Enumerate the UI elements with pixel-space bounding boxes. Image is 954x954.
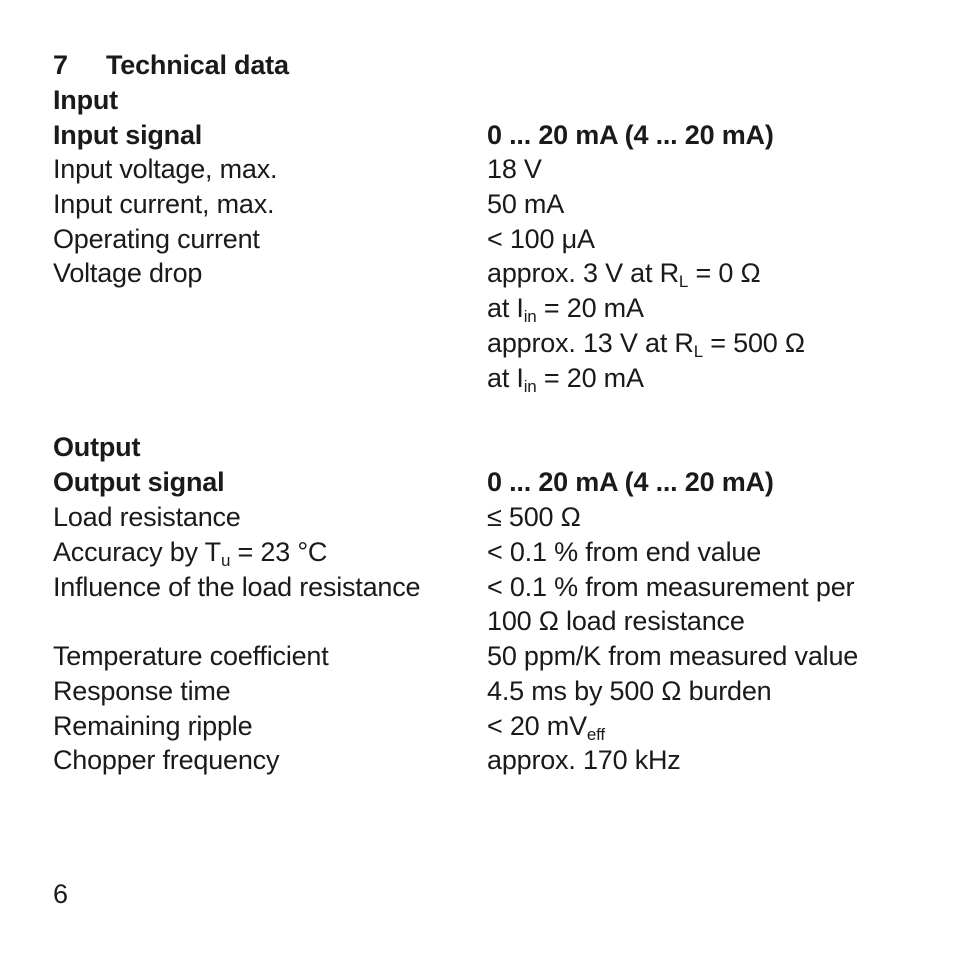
input-signal-value: 0 ... 20 mA (4 ... 20 mA) — [487, 120, 774, 150]
load-resistance-label: Load resistance — [53, 502, 241, 532]
influence-label: Influence of the load resistance — [53, 572, 421, 602]
input-signal-label: Input signal — [53, 120, 203, 150]
output-signal-label: Output signal — [53, 467, 225, 497]
operating-current-label: Operating current — [53, 224, 260, 254]
voltage-drop-line-3: approx. 13 V at $R_L = 500$ Ω — [487, 328, 805, 361]
input-current-label: Input current, max. — [53, 189, 275, 219]
response-time-value: 4.5 ms by 500 Ω burden — [487, 676, 772, 706]
section-number: 7 — [53, 50, 68, 80]
voltage-drop-line-1: approx. 3 V at $R_L = 0$ Ω — [487, 258, 761, 291]
voltage-drop-line-2: at $I_{in} = 20$ mA — [487, 293, 644, 326]
remaining-ripple-value: < 20 $mV_{eff}$ — [487, 711, 605, 744]
input-current-value: 50 mA — [487, 189, 565, 219]
chopper-frequency-label: Chopper frequency — [53, 745, 280, 775]
output-signal-value: 0 ... 20 mA (4 ... 20 mA) — [487, 467, 774, 497]
influence-value-line-1: < 0.1 % from measurement per — [487, 572, 855, 602]
section-title: Technical data — [106, 50, 289, 80]
temperature-coefficient-label: Temperature coefficient — [53, 641, 329, 671]
response-time-label: Response time — [53, 676, 231, 706]
input-voltage-label: Input voltage, max. — [53, 154, 278, 184]
voltage-drop-line-4: at $I_{in} = 20$ mA — [487, 363, 644, 396]
influence-value-line-2: 100 Ω load resistance — [487, 606, 745, 636]
input-voltage-value: 18 V — [487, 154, 542, 184]
accuracy-value: < 0.1 % from end value — [487, 537, 762, 567]
voltage-drop-label: Voltage drop — [53, 258, 203, 288]
chopper-frequency-value: approx. 170 kHz — [487, 745, 681, 775]
remaining-ripple-label: Remaining ripple — [53, 711, 253, 741]
output-heading: Output — [53, 432, 141, 462]
page-number: 6 — [53, 879, 69, 909]
operating-current-value: < 100 μA — [487, 224, 595, 254]
load-resistance-value: ≤ 500 Ω — [487, 502, 581, 532]
input-heading: Input — [53, 85, 118, 115]
temperature-coefficient-value: 50 ppm/K from measured value — [487, 641, 859, 671]
accuracy-label: Accuracy by $T_u = 23$ °C — [53, 537, 328, 570]
